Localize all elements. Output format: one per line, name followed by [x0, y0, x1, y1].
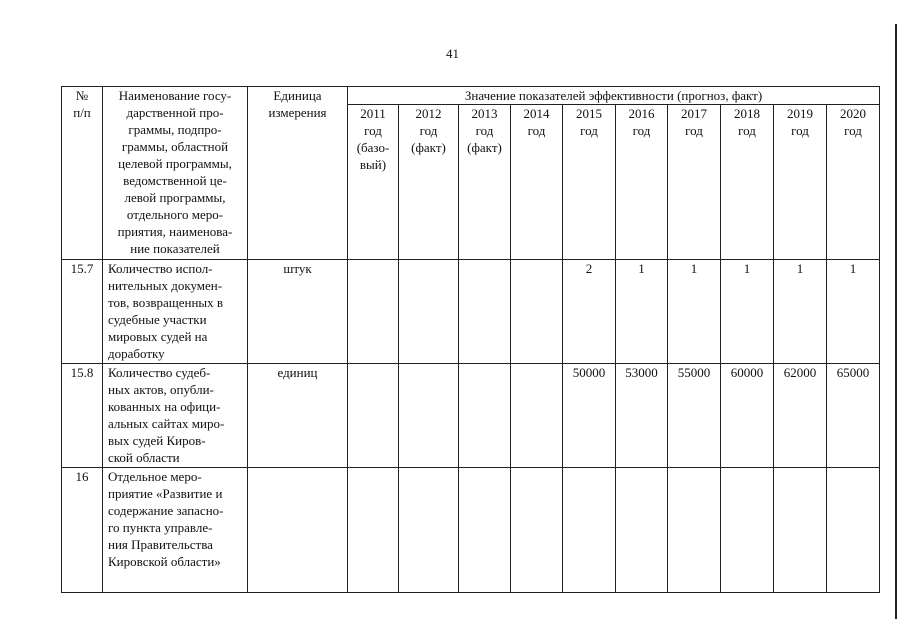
row-unit: [248, 468, 348, 593]
header-number: № п/п: [62, 87, 103, 260]
row-value: 1: [668, 260, 721, 364]
row-value: [399, 468, 459, 593]
row-value: [511, 260, 563, 364]
header-year: 2014 год: [511, 105, 563, 260]
row-value: [399, 260, 459, 364]
row-name: Количество испол- нительных докумен- тов, возвращенных в судебные участки мировых судей на доработку: [103, 260, 248, 364]
row-value: [399, 364, 459, 468]
indicators-table: [61, 86, 880, 593]
row-value: 1: [721, 260, 774, 364]
row-value: [459, 260, 511, 364]
row-value: [774, 468, 827, 593]
row-value: 65000: [827, 364, 880, 468]
page-edge-rule: [895, 24, 897, 619]
row-value: [459, 468, 511, 593]
row-number: 15.8: [62, 364, 103, 468]
header-year: 2018 год: [721, 105, 774, 260]
row-value: [827, 468, 880, 593]
row-value: [459, 364, 511, 468]
header-year: 2012 год (факт): [399, 105, 459, 260]
table-row: [62, 260, 880, 364]
table-header-row: [62, 87, 880, 105]
header-name: Наименование госу- дарственной про- граммы, подпро- граммы, областной целевой программы, ведомственной це- левой программы, отдельного меро- приятия, наименова- ние показателей: [103, 87, 248, 260]
header-year: 2017 год: [668, 105, 721, 260]
row-value: [668, 468, 721, 593]
row-value: [721, 468, 774, 593]
row-number: 16: [62, 468, 103, 593]
row-value: 55000: [668, 364, 721, 468]
header-unit: Единица измерения: [248, 87, 348, 260]
row-value: 50000: [563, 364, 616, 468]
row-unit: единиц: [248, 364, 348, 468]
header-year: 2013 год (факт): [459, 105, 511, 260]
row-value: [616, 468, 668, 593]
row-value: [348, 260, 399, 364]
row-name: Отдельное меро- приятие «Развитие и содержание запасно- го пункта управле- ния Правительства Кировской области»: [103, 468, 248, 593]
row-value: 2: [563, 260, 616, 364]
row-value: [348, 468, 399, 593]
row-value: 1: [616, 260, 668, 364]
header-group: Значение показателей эффективности (прогноз, факт): [348, 87, 880, 105]
row-value: [348, 364, 399, 468]
row-value: 62000: [774, 364, 827, 468]
page-number: 41: [446, 46, 459, 61]
header-year: 2016 год: [616, 105, 668, 260]
row-value: 1: [827, 260, 880, 364]
header-year: 2011 год (базо- вый): [348, 105, 399, 260]
header-year: 2019 год: [774, 105, 827, 260]
header-year: 2020 год: [827, 105, 880, 260]
row-value: [563, 468, 616, 593]
row-value: [511, 468, 563, 593]
header-year: 2015 год: [563, 105, 616, 260]
table-row: [62, 364, 880, 468]
row-value: 53000: [616, 364, 668, 468]
row-value: [511, 364, 563, 468]
row-value: 60000: [721, 364, 774, 468]
row-value: 1: [774, 260, 827, 364]
row-number: 15.7: [62, 260, 103, 364]
row-unit: штук: [248, 260, 348, 364]
table-row: [62, 468, 880, 593]
row-name: Количество судеб- ных актов, опубли- кованных на офици- альных сайтах миро- вых судей Киров- ской области: [103, 364, 248, 468]
